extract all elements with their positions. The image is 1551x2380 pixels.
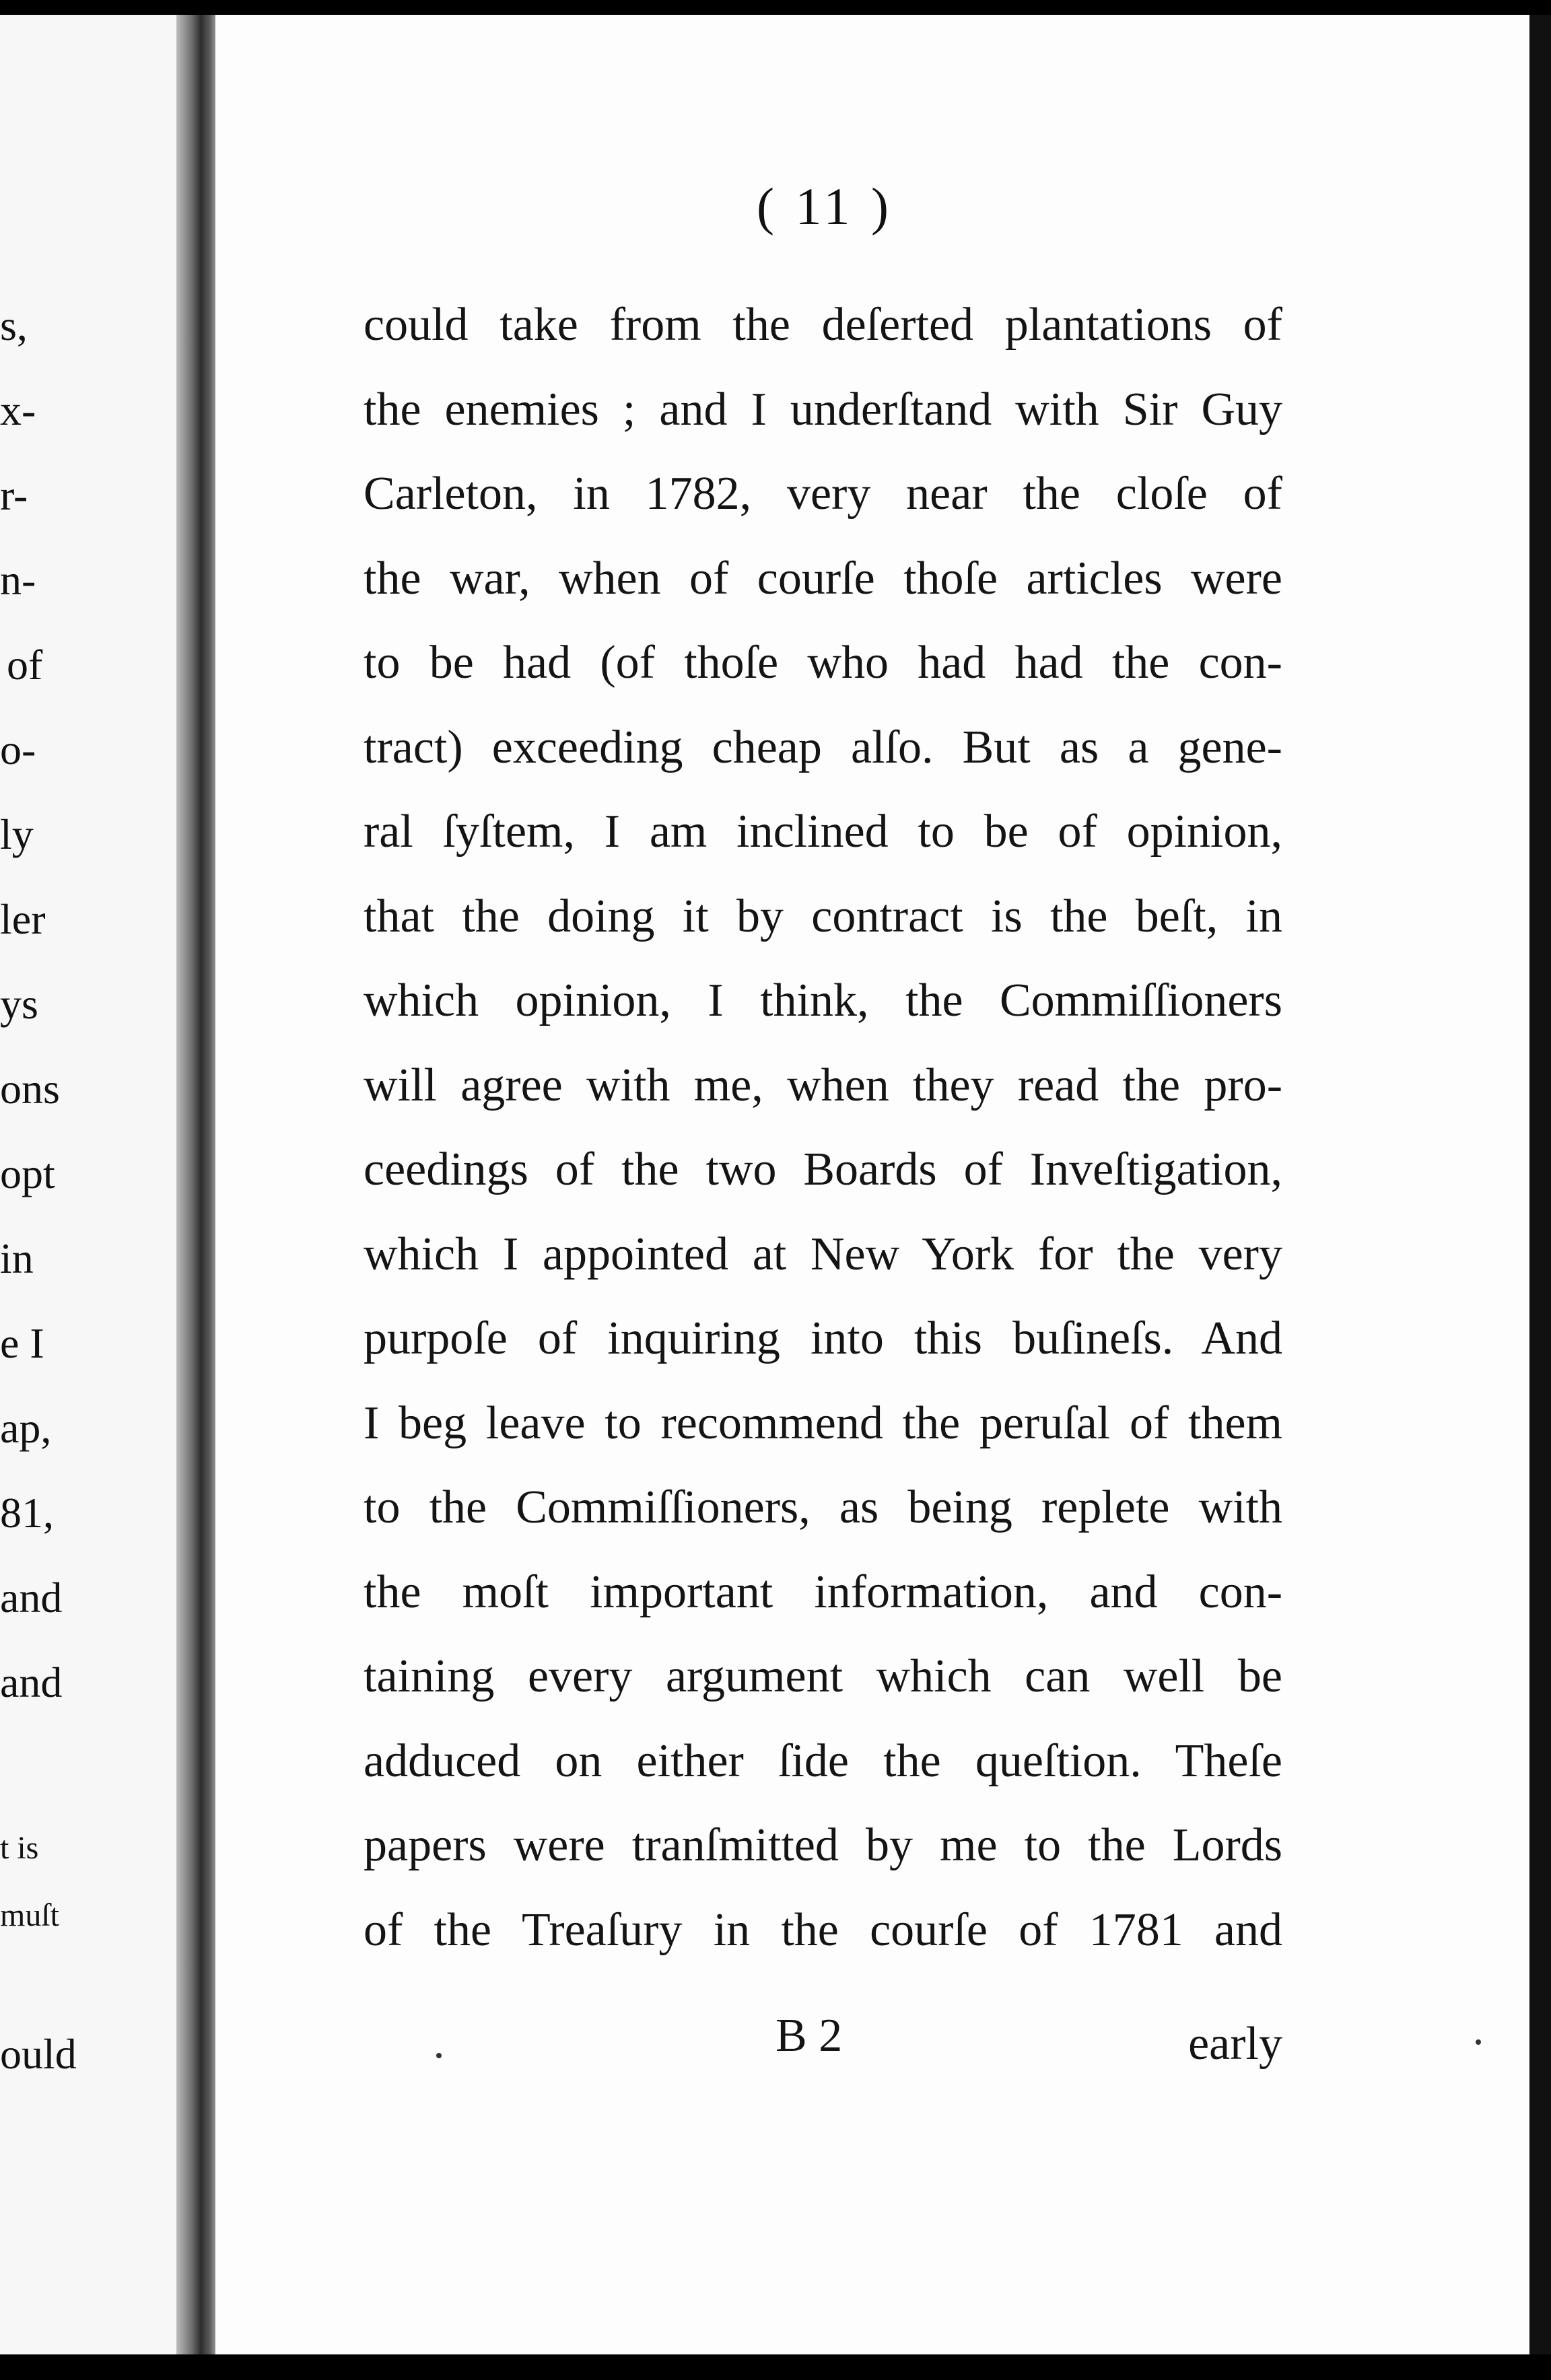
left-fragment: ler <box>0 895 46 943</box>
ink-speck <box>1476 2039 1481 2045</box>
left-fragment: and <box>0 1658 63 1706</box>
left-fragment: r- <box>0 471 28 519</box>
text-line: I beg leave to recommend the peruſal of them <box>364 1397 1282 1449</box>
book-gutter <box>176 15 221 2354</box>
text-line: that the doing it by contract is the beſt, in <box>364 890 1282 942</box>
text-line: of the Treaſury in the courſe of 1781 and <box>364 1903 1282 1956</box>
left-fragment: muſt <box>0 1897 60 1933</box>
left-fragment: x- <box>0 386 36 434</box>
text-line: which opinion, I think, the Commiſſioners <box>364 975 1282 1026</box>
left-fragment: of <box>7 641 43 689</box>
text-line: to be had (of thoſe who had had the con- <box>364 637 1282 689</box>
signature-mark: B 2 <box>776 2010 843 2062</box>
text-line: which I appointed at New York for the very <box>364 1228 1282 1280</box>
left-page-fragments <box>0 15 175 2354</box>
text-line: adduced on either ſide the queſtion. Theſe <box>364 1735 1282 1787</box>
left-fragment: ly <box>0 810 34 858</box>
page-number: ( 11 ) <box>756 177 893 236</box>
left-fragment: 81, <box>0 1489 54 1537</box>
left-fragment: t is <box>0 1830 39 1866</box>
text-line: papers were tranſmitted by me to the Lords <box>364 1819 1282 1871</box>
left-fragment: opt <box>0 1150 55 1197</box>
text-line: tract) exceeding cheap alſo. But as a gene- <box>364 721 1282 773</box>
left-fragment: ons <box>0 1065 60 1113</box>
text-line: the moſt important information, and con- <box>364 1566 1282 1618</box>
text-line: ral ſyſtem, I am inclined to be of opinion, <box>364 806 1282 858</box>
left-fragment: o- <box>0 726 36 773</box>
right-border <box>1529 15 1551 2354</box>
left-fragment: ys <box>0 980 38 1028</box>
text-line: ceedings of the two Boards of Inveſtigation, <box>364 1144 1282 1195</box>
text-line: purpoſe of inquiring into this buſineſs. And <box>364 1312 1282 1364</box>
left-facing-page <box>0 15 183 2354</box>
text-line: to the Commiſſioners, as being replete with <box>364 1481 1282 1533</box>
text-line: the war, when of courſe thoſe articles were <box>364 552 1282 604</box>
text-line: could take from the deſerted plantations of <box>364 299 1282 351</box>
text-line: will agree with me, when they read the pro- <box>364 1059 1282 1111</box>
left-fragment: in <box>0 1234 34 1282</box>
catchword: early <box>1188 2018 1282 2070</box>
left-fragment: s, <box>0 302 28 349</box>
ink-speck <box>436 2053 442 2058</box>
left-fragment: ap, <box>0 1404 52 1452</box>
text-line: taining every argument which can well be <box>364 1650 1282 1702</box>
left-fragment: e I <box>0 1319 44 1367</box>
left-fragment: ould <box>0 2030 77 2078</box>
text-line: the enemies ; and I underſtand with Sir Guy <box>364 383 1282 435</box>
text-line: Carleton, in 1782, very near the cloſe of <box>364 468 1282 520</box>
left-fragment: and <box>0 1574 63 1621</box>
body-text <box>364 283 1282 1972</box>
page-footer <box>364 2009 1282 2076</box>
left-fragment: n- <box>0 556 36 604</box>
